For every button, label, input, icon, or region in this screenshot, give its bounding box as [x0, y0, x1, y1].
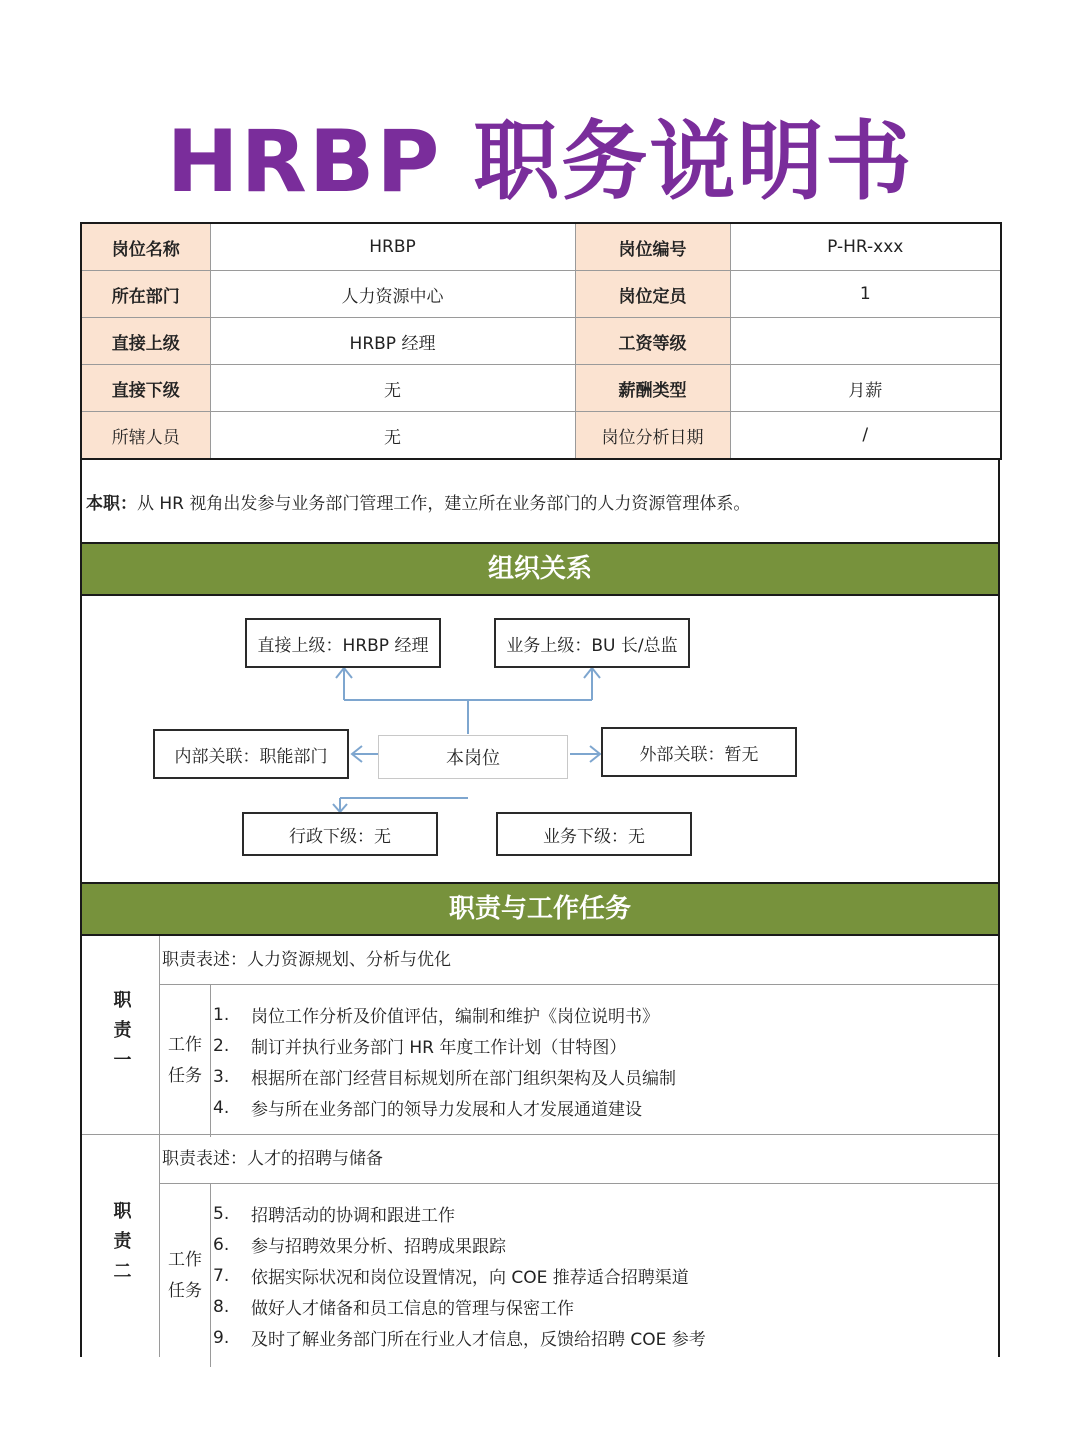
value-cell: HRBP 经理	[210, 318, 575, 365]
table-row	[81, 318, 1001, 365]
org-node-business-superior: 业务上级：BU 长/总监	[494, 618, 690, 668]
summary-label: 本职：	[86, 493, 137, 514]
value-cell: 无	[210, 412, 575, 460]
list-item: 5. 招聘活动的协调和跟进工作	[213, 1203, 455, 1226]
task-label: 工作任务	[160, 1184, 211, 1367]
list-item: 4. 参与所在业务部门的领导力发展和人才发展通道建设	[213, 1097, 642, 1120]
label-cell: 岗位编号	[575, 223, 730, 271]
org-chart	[80, 596, 1000, 882]
list-item: 8. 做好人才储备和员工信息的管理与保密工作	[213, 1296, 574, 1319]
list-item: 7. 依据实际状况和岗位设置情况，向 COE 推荐适合招聘渠道	[213, 1265, 689, 1288]
duty-description: 职责表述：人才的招聘与储备	[160, 1135, 998, 1184]
duty-label: 职责一	[110, 990, 132, 1080]
label-cell: 直接上级	[81, 318, 210, 365]
label-cell: 直接下级	[81, 365, 210, 412]
table-row	[81, 271, 1001, 318]
table-row	[81, 412, 1001, 460]
duty-description: 职责表述：人力资源规划、分析与优化	[160, 936, 998, 985]
task-label: 工作任务	[160, 985, 211, 1137]
value-cell: HRBP	[210, 223, 575, 271]
duty-block	[82, 936, 998, 1135]
label-cell: 岗位名称	[81, 223, 210, 271]
org-node-internal: 内部关联：职能部门	[153, 729, 349, 779]
org-node-admin-subordinate: 行政下级：无	[242, 812, 438, 856]
duty-content	[160, 1135, 998, 1357]
task-list	[211, 1184, 998, 1367]
table-row	[81, 365, 1001, 412]
label-cell: 岗位分析日期	[575, 412, 730, 460]
job-description-sheet	[80, 222, 1000, 1357]
value-cell: 人力资源中心	[210, 271, 575, 318]
label-cell: 岗位定员	[575, 271, 730, 318]
duty-block	[82, 1135, 998, 1357]
org-node-business-subordinate: 业务下级：无	[496, 812, 692, 856]
label-cell: 薪酬类型	[575, 365, 730, 412]
job-summary	[80, 460, 1000, 542]
value-cell: P-HR-xxx	[730, 223, 1001, 271]
page-title: HRBP 职务说明书	[166, 112, 914, 212]
duty-label-cell	[82, 1135, 160, 1357]
duty-label: 职责二	[110, 1201, 132, 1291]
value-cell: /	[730, 412, 1001, 460]
org-node-self: 本岗位	[378, 735, 568, 779]
value-cell: 无	[210, 365, 575, 412]
duties-section-header: 职责与工作任务	[80, 882, 1000, 936]
list-item: 3. 根据所在部门经营目标规划所在部门组织架构及人员编制	[213, 1066, 676, 1089]
value-cell: 1	[730, 271, 1001, 318]
label-cell: 所辖人员	[81, 412, 210, 460]
table-row	[81, 223, 1001, 271]
task-row	[160, 1184, 998, 1367]
list-item: 2. 制订并执行业务部门 HR 年度工作计划（甘特图）	[213, 1035, 627, 1058]
task-list	[211, 985, 998, 1137]
duties-table	[80, 936, 1000, 1357]
org-section-header: 组织关系	[80, 542, 1000, 596]
list-item: 6. 参与招聘效果分析、招聘成果跟踪	[213, 1234, 506, 1257]
duty-label-cell	[82, 936, 160, 1134]
duty-content	[160, 936, 998, 1134]
value-cell	[730, 318, 1001, 365]
label-cell: 工资等级	[575, 318, 730, 365]
org-node-direct-superior: 直接上级：HRBP 经理	[245, 618, 441, 668]
summary-text: 从 HR 视角出发参与业务部门管理工作，建立所在业务部门的人力资源管理体系。	[137, 493, 751, 514]
value-cell: 月薪	[730, 365, 1001, 412]
info-table	[80, 222, 1002, 460]
task-row	[160, 985, 998, 1137]
list-item: 1. 岗位工作分析及价值评估，编制和维护《岗位说明书》	[213, 1004, 659, 1027]
label-cell: 所在部门	[81, 271, 210, 318]
list-item: 9. 及时了解业务部门所在行业人才信息，反馈给招聘 COE 参考	[213, 1327, 706, 1350]
org-node-external: 外部关联：暂无	[601, 727, 797, 777]
